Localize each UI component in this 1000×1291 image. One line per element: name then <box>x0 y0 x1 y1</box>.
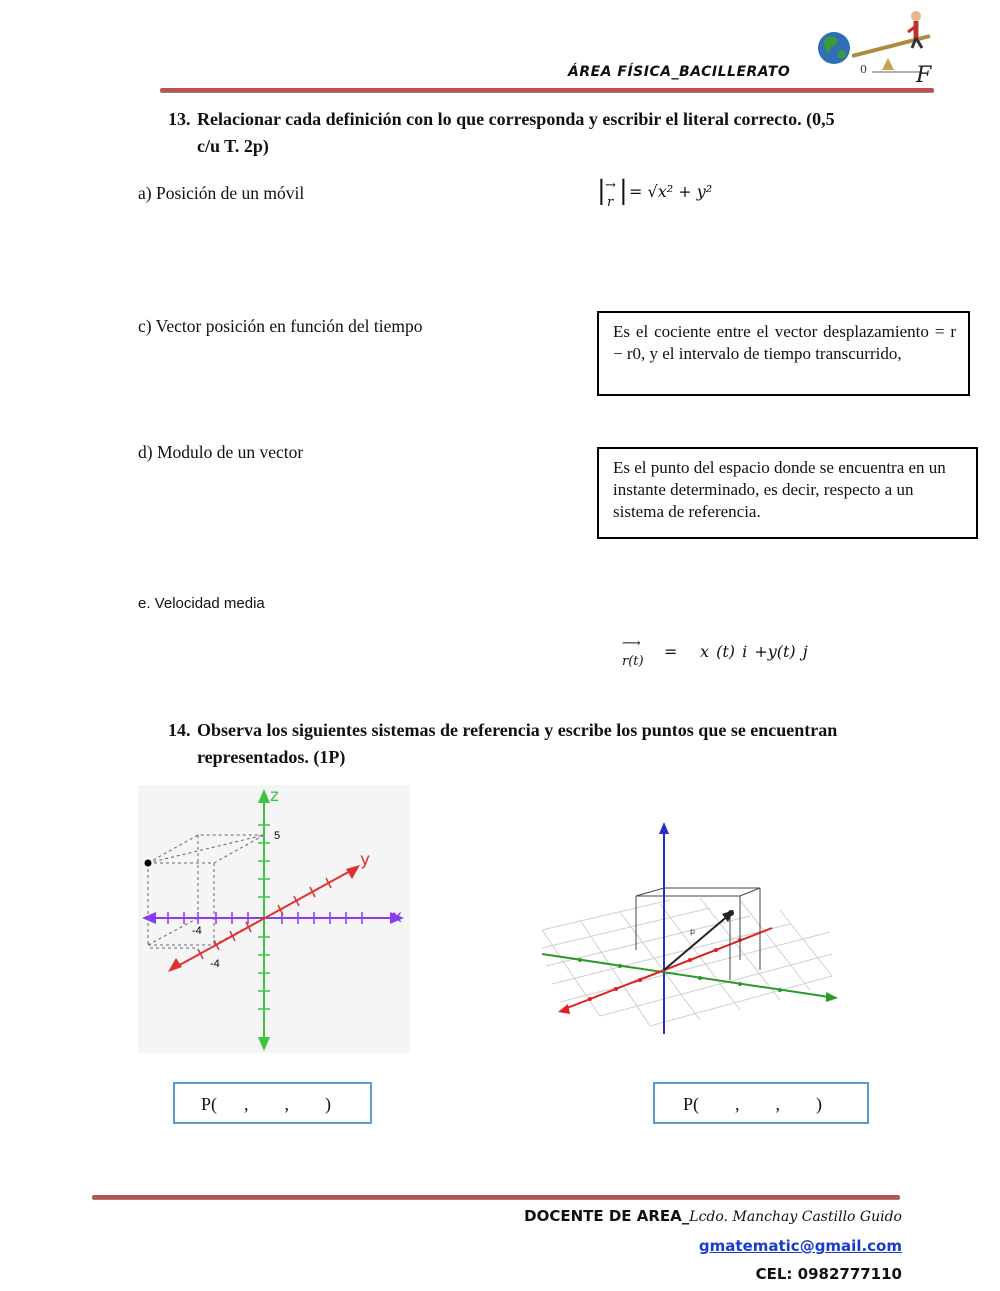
logo-f-label: F <box>916 63 932 86</box>
formula-position-lhs: r(t) <box>622 654 644 669</box>
item-a-position: a) Posición de un móvil <box>138 183 305 203</box>
formula-position-vector: ⟶ r(t) = x (t) i +y(t) j <box>622 636 808 669</box>
question-13-line1: Relacionar cada definición con lo que corresponda y escribir el literal correcto. (0,5 <box>197 109 835 129</box>
footer-docente <box>524 1207 902 1225</box>
answer-box-2-text: P( , , ) <box>683 1094 822 1114</box>
footer-email[interactable]: gmatematic@gmail.com <box>698 1237 902 1255</box>
question-13-line2: c/u T. 2p) <box>197 136 269 156</box>
footer-docente-label: DOCENTE DE AREA_ <box>524 1207 690 1225</box>
dashed-box <box>148 835 264 948</box>
x-tick-neg4: -4 <box>192 925 202 937</box>
formula-position-rhs: x (t) i +y(t) j <box>700 642 808 661</box>
item-c-position-vector: c) Vector posición en función del tiempo <box>138 316 423 336</box>
formula-modulus-rhs: = √x² + y² <box>629 182 713 201</box>
answer-box-1[interactable] <box>173 1082 372 1124</box>
question-14-line1: Observa los siguientes sistemas de referencia y escribe los puntos que se encuentran <box>197 720 838 740</box>
question-13-title <box>168 106 908 162</box>
definition-box-velocity: Es el cociente entre el vector desplazamiento = r − r0, y el intervalo de tiempo transcurrido, <box>597 311 970 396</box>
footer-rule <box>92 1195 900 1199</box>
point-marker <box>145 860 152 867</box>
y-tick-neg4: -4 <box>210 958 220 970</box>
z-axis-label: z <box>270 786 279 806</box>
answer-box-2[interactable] <box>653 1082 869 1124</box>
logo-zero-label: 0 <box>860 63 867 76</box>
question-14-number: 14. <box>168 720 191 740</box>
header-title: ÁREA FÍSICA_BACILLERATO <box>568 64 791 80</box>
item-d-modulus: d) Modulo de un vector <box>138 442 304 462</box>
formula-modulus-r: r <box>607 195 614 210</box>
z-tick-5: 5 <box>274 830 281 842</box>
question-14-line2: representados. (1P) <box>197 747 346 767</box>
graph-1-3d-axes <box>138 785 410 1053</box>
item-e-average-velocity: e. Velocidad media <box>138 595 265 612</box>
graph-2-3d-vector <box>540 820 840 1040</box>
header-rule <box>160 88 934 92</box>
question-13-number: 13. <box>168 109 191 129</box>
vector-label: p <box>690 927 696 936</box>
footer-docente-name: Lcdo. Manchay Castillo Guido <box>689 1209 902 1225</box>
definition-box-position: Es el punto del espacio donde se encuentra en un instante determinado, es decir, respecto a un sistema de referencia. <box>597 447 978 539</box>
footer-phone: CEL: 0982777110 <box>755 1265 902 1283</box>
formula-position-eq: = <box>664 642 678 661</box>
question-14-title <box>168 717 908 773</box>
y-axis-label: y <box>360 850 371 870</box>
header-logo <box>812 6 942 86</box>
x-axis-label: x <box>392 907 403 927</box>
answer-box-1-text: P( , , ) <box>201 1094 331 1114</box>
